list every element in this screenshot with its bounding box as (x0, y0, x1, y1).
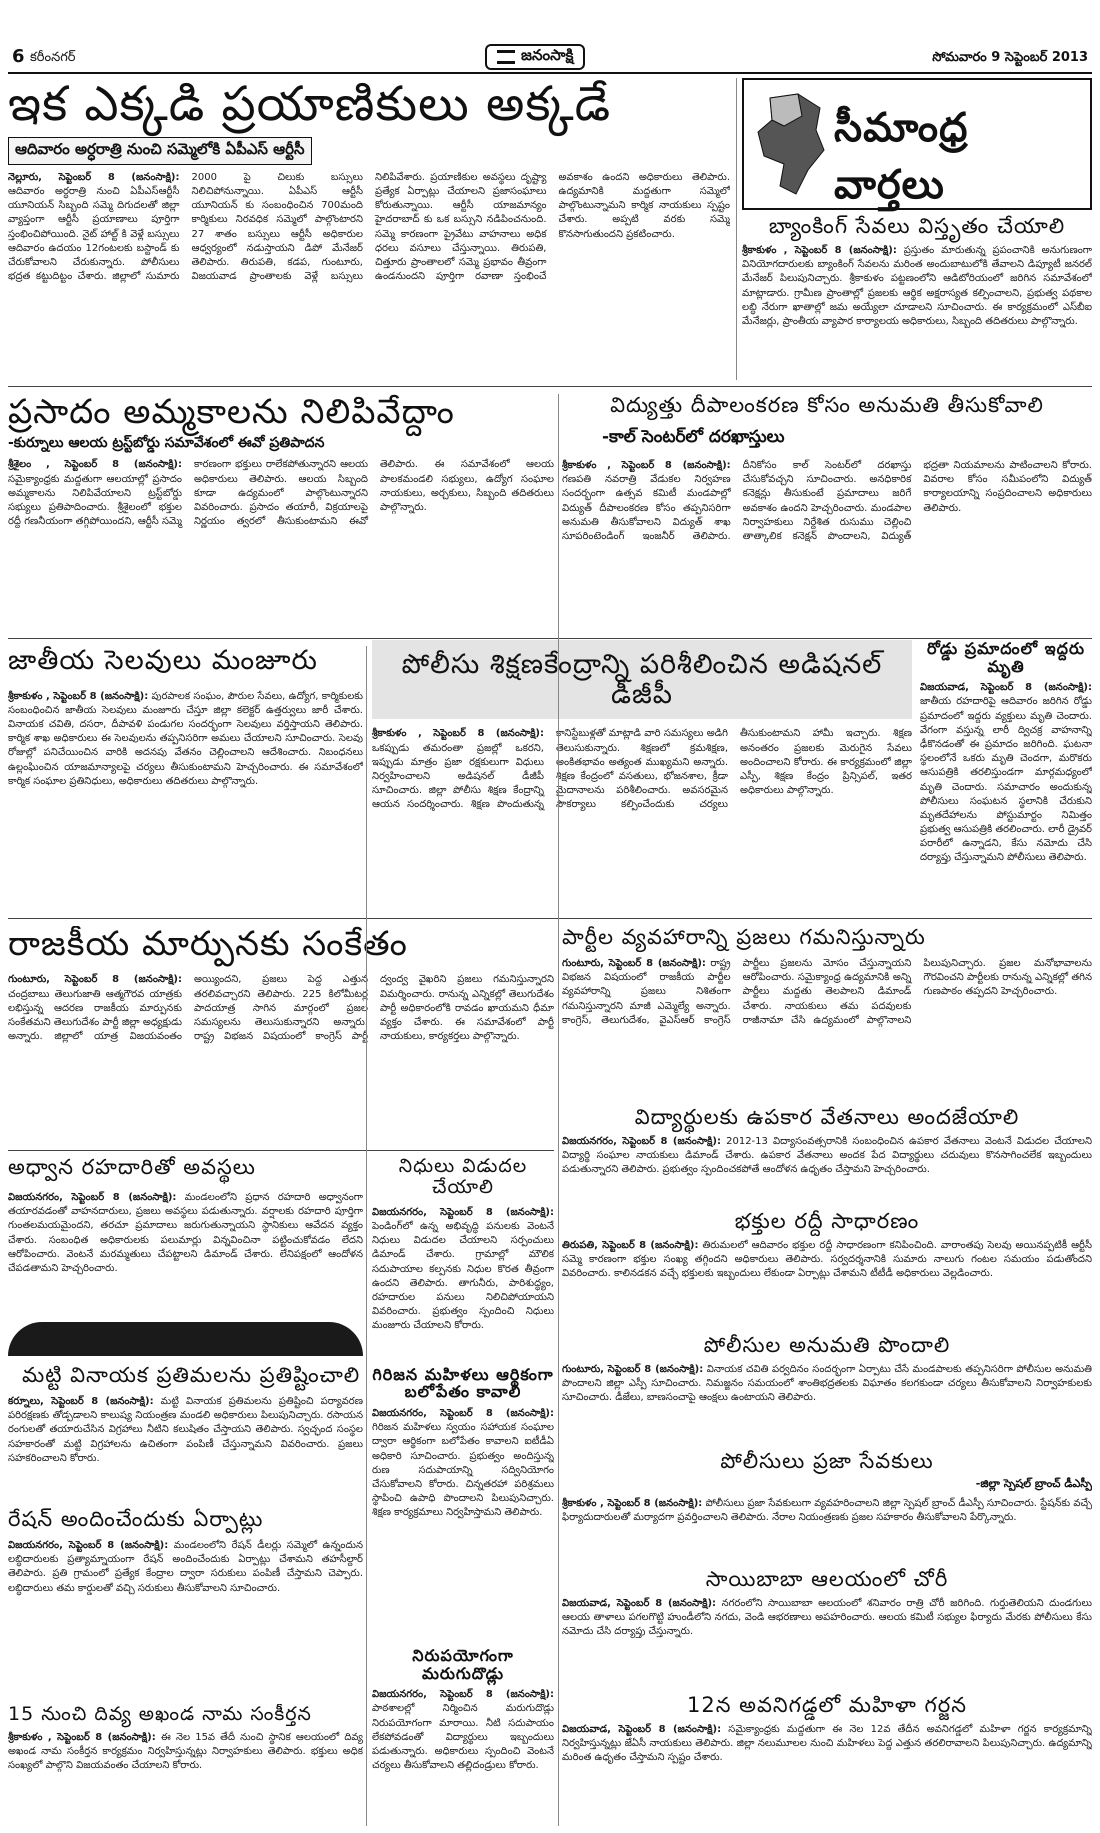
article-dateline: విజయనగరం, సెప్టెంబర్ 8 (జనంసాక్షి): (562, 1136, 721, 1148)
article-headline: భక్తుల రద్దీ సాధారణం (734, 1210, 920, 1233)
article-temple-theft (562, 1568, 1092, 1688)
article-text: రాష్ట్ర విభజన విషయంలో రాజకీయ పార్టీల వ్యవహారాన్ని ప్రజలు నిశితంగా గమనిస్తున్నారని మాజీ ఎమ్మెల్యే అన్నారు. కాంగ్రెస్, తెలుగుదేశం, వైఎస్‌ఆర్ కాంగ్రెస్ పార్టీలు ప్రజలను మోసం చేస్తున్నాయని ఆరోపించారు. సమైక్యాంధ్ర ఉద్యమానికి అన్ని పార్టీలు మద్దతు తెలపాలని డిమాండ్ చేశారు. నాయకులు తమ పదవులకు రాజీనామా చేసి ఉద్యమంలో పాల్గొనాలని పిలుపునిచ్చారు. ప్రజల మనోభావాలను గౌరవించని పార్టీలకు రానున్న ఎన్నికల్లో తగిన గుణపాఠం తప్పదని హెచ్చరించారు. (562, 958, 1092, 1026)
article-banking (742, 215, 1092, 380)
article-clay-ganesha (8, 1322, 363, 1502)
article-headline: 12న అవనిగడ్డలో మహిళా గర్జన (687, 1694, 967, 1717)
article-headline: పోలీసు శిక్షణకేంద్రాన్ని పరిశీలించిన అడిషనల్ డీజీపీ (401, 649, 883, 710)
article-dateline: శ్రీకాకుళం , సెప్టెంబర్ 8 (జనంసాక్షి): (8, 1731, 156, 1743)
state-map-icon (750, 90, 830, 200)
article-dateline: విజయవాడ, సెప్టెంబర్ 8 (జనంసాక్షి): (562, 1598, 717, 1610)
article-dateline: విజయవాడ, సెప్టెంబర్ 8 (జనంసాక్షి): (562, 1724, 722, 1736)
article-text: ప్రస్తుతం మారుతున్న ప్రపంచానికి అనుగుణంగా వినియోగదారులకు బ్యాంకింగ్ సేవలను మరింత అందుబాటులోకి తేవాలని డిప్యూటీ జనరల్ మేనేజర్ పిలుపునిచ్చారు. శ్రీకాకుళం పట్టణంలోని ఆడిటోరియంలో జరిగిన సమావేశంలో మాట్లాడారు. గ్రామీణ ప్రాంతాల్లో ప్రజలకు ఆర్థిక అక్షరాస్యత కల్పించాలని, ప్రభుత్వ పథకాల లబ్ధి నేరుగా ఖాతాల్లో జమ అయ్యేలా చూడాలని సూచించారు. ఈ కార్యక్రమంలో ఎస్‌బీఐ మేనేజర్లు, ప్రాంతీయ వ్యాపార కార్యాలయ అధికారులు, సిబ్బంది తదితరులు పాల్గొన్నారు. (742, 245, 1092, 328)
article-headline: అధ్వాన రహదారితో అవస్థలు (8, 1156, 256, 1179)
article-text: గణపతి నవరాత్రి వేడుకల నిర్వహణ సందర్భంగా ఉత్సవ కమిటీ మండపాల్లో విద్యుత్ దీపాలంకరణ కోసం తప్పనిసరిగా అనుమతి తీసుకోవాలని విద్యుత్ శాఖ సూపరింటెండింగ్ ఇంజనీర్ తెలిపారు. దీనికోసం కాల్ సెంటర్‌లో దరఖాస్తు చేసుకోవచ్చని సూచించారు. అనధికారిక కనెక్షన్లు తీసుకుంటే ప్రమాదాలు జరిగే అవకాశం ఉందని హెచ్చరించారు. మండపాల నిర్వాహకులు నిర్దేశిత రుసుము చెల్లించి తాత్కాలిక కనెక్షన్ పొందాలని, విద్యుత్ భద్రతా నియమాలను పాటించాలని కోరారు. వివరాల కోసం సమీపంలోని విద్యుత్ కార్యాలయాన్ని సంప్రదించాలని అధికారులు తెలిపారు. (562, 460, 1092, 543)
column-rule (366, 646, 367, 1826)
article-headline: విద్యుత్తు దీపాలంకరణ కోసం అనుమతి తీసుకోవాలి (610, 394, 1044, 417)
article-body (562, 1497, 1092, 1525)
article-subhead: -కుర్నూలు ఆలయ ట్రస్ట్‌బోర్డు సమావేశంలో ఈవో ప్రతిపాదన (8, 435, 325, 452)
article-text: మండలంలోని ప్రధాన రహదారి అధ్వానంగా తయారవడంతో వాహనదారులు, ప్రజలు అవస్థలు పడుతున్నారు. వర్షాలకు రహదారి పూర్తిగా గుంతలమయమైందని, తరచూ ప్రమాదాలు జరుగుతున్నాయని స్థానికులు ఆవేదన వ్యక్తం చేశారు. సంబంధిత అధికారులకు పలుమార్లు విన్నవించినా పట్టించుకోవడం లేదని ఆరోపించారు. వెంటనే మరమ్మతులు చేపట్టాలని డిమాండ్ చేశారు. లేనిపక్షంలో ఆందోళన చేపడతామని హెచ్చరించారు. (8, 1192, 363, 1275)
paper-logo (485, 44, 585, 70)
article-text: 2012-13 విద్యాసంవత్సరానికి సంబంధించిన ఉపకార వేతనాలు వెంటనే విడుదల చేయాలని విద్యార్థి సంఘాల నాయకులు డిమాండ్ చేశారు. ఉపకార వేతనాలు అందక పేద విద్యార్థులు చదువులు కొనసాగించలేక ఇబ్బందులు పడుతున్నారని తెలిపారు. ప్రభుత్వం స్పందించకపోతే ఆందోళన ఉధృతం చేస్తామని హెచ్చరించారు. (562, 1136, 1092, 1176)
article-dateline: విజయనగరం, సెప్టెంబర్ 8 (జనంసాక్షి): (8, 1192, 177, 1204)
article-text: జాతీయ రహదారిపై ఆదివారం జరిగిన రోడ్డు ప్రమాదంలో ఇద్దరు వ్యక్తులు మృతి చెందారు. వేగంగా వస్తున్న లారీ ద్విచక్ర వాహనాన్ని ఢీకొనడంతో ఈ ప్రమాదం జరిగింది. ఘటనా స్థలంలోనే ఒకరు మృతి చెందగా, మరొకరు ఆసుపత్రికి తరలిస్తుండగా మార్గమధ్యంలో మృతి చెందారు. సమాచారం అందుకున్న పోలీసులు సంఘటన స్థలానికి చేరుకుని మృతదేహాలను పోస్టుమార్టం నిమిత్తం ప్రభుత్వ ఆసుపత్రికి తరలించారు. లారీ డ్రైవర్ పరారీలో ఉన్నాడని, కేసు నమోదు చేసి దర్యాప్తు చేస్తున్నామని పోలీసులు తెలిపారు. (920, 696, 1092, 864)
article-subhead: -కాల్ సెంటర్‌లో దరఖాస్తులు (602, 427, 785, 448)
article-body (742, 244, 1092, 329)
article-dateline: శ్రీకాకుళం , సెప్టెంబర్ 8 (జనంసాక్షి): (8, 690, 149, 702)
article-dateline: విజయనగరం, సెప్టెంబర్ 8 (జనంసాక్షి): (372, 1407, 554, 1419)
article-bad-road (8, 1156, 363, 1316)
article-dateline: శ్రీశైలం , సెప్టెంబర్ 8 (జనంసాక్షి): (8, 459, 182, 471)
article-headline: రేషన్ అందించేందుకు ఏర్పాట్లు (8, 1508, 264, 1531)
article-women-rally (562, 1694, 1092, 1826)
article-text: పెండింగ్‌లో ఉన్న అభివృద్ధి పనులకు వెంటనే నిధులు విడుదల చేయాలని సర్పంచులు డిమాండ్ చేశారు. గ్రామాల్లో మౌలిక సదుపాయాల కల్పనకు నిధుల కొరత తీవ్రంగా ఉందని తెలిపారు. తాగునీరు, పారిశుద్ధ్యం, రహదారుల పనులు నిలిచిపోయాయని వివరించారు. ప్రభుత్వం స్పందించి నిధులు మంజూరు చేయాలని కోరారు. (372, 1220, 554, 1332)
article-text: గిరిజన మహిళలు స్వయం సహాయక సంఘాల ద్వారా ఆర్థికంగా బలోపేతం కావాలని ఐటీడీఏ అధికారి సూచించారు. ప్రభుత్వం అందిస్తున్న రుణ సదుపాయాన్ని సద్వినియోగం చేసుకోవాలని కోరారు. చిన్నతరహా పరిశ్రమలు స్థాపించి ఉపాధి పొందాలని పిలుపునిచ్చారు. శిక్షణ కార్యక్రమాలు నిర్వహిస్తామని తెలిపారు. (372, 1422, 554, 1519)
article-headline: రాజకీయ మార్పునకు సంకేతం (8, 926, 408, 964)
article-dateline: తిరుపతి, సెప్టెంబర్ 8 (జనంసాక్షి): (562, 1240, 699, 1252)
article-headline: గిరిజన మహిళలు ఆర్థికంగా బలోపేతం కావాలి (372, 1364, 554, 1402)
article-body (8, 973, 554, 1044)
article-dateline: గుంటూరు, సెప్టెంబర్ 8 (జనంసాక్షి): (8, 974, 182, 986)
article-body (562, 1597, 1092, 1640)
article-police-servants (562, 1450, 1092, 1562)
article-body (8, 1731, 363, 1774)
article-headline: నిధులు విడుదల చేయాలి (398, 1156, 528, 1198)
article-headline: పోలీసుల అనుమతి పొందాలి (703, 1334, 951, 1357)
article-text: చంద్రబాబు తెలుగుజాతి ఆత్మగౌరవ యాత్రకు లభిస్తున్న ఆదరణ రాజకీయ మార్పునకు సంకేతమని తెలుగుదేశం పార్టీ జిల్లా అధ్యక్షుడు అన్నారు. జిల్లాలో యాత్ర విజయవంతం అయ్యిందని, ప్రజలు పెద్ద ఎత్తున తరలివచ్చారని తెలిపారు. 225 కిలోమీటర్ల పాదయాత్ర సాగిన మార్గంలో ప్రజల సమస్యలను తెలుసుకున్నారని అన్నారు. రాష్ట్ర విభజన విషయంలో కాంగ్రెస్ పార్టీ ద్వంద్వ వైఖరిని ప్రజలు గమనిస్తున్నారని విమర్శించారు. రానున్న ఎన్నికల్లో తెలుగుదేశం పార్టీ అధికారంలోకి రావడం ఖాయమని ధీమా వ్యక్తం చేశారు. ఈ సమావేశంలో పార్టీ నాయకులు, కార్యకర్తలు పాల్గొన్నారు. (8, 974, 554, 1043)
article-headline: పార్టీల వ్యవహారాన్ని ప్రజలు గమనిస్తున్నారు (562, 926, 926, 949)
article-headline: ప్రసాదం అమ్మకాలను నిలిపివేద్దాం (8, 394, 455, 432)
article-text: వినాయక చవితి పర్వదినం సందర్భంగా ఏర్పాటు చేసే మండపాలకు తప్పనిసరిగా పోలీసుల అనుమతి పొందాలని జిల్లా ఎస్పీ సూచించారు. నిమజ్జనం సమయంలో శాంతిభద్రతలకు విఘాతం కలగకుండా చర్యలు తీసుకోవాలని నిర్వాహకులకు సూచించారు. డీజేలు, బాణసంచాపై ఆంక్షలు ఉంటాయని తెలిపారు. (562, 1364, 1092, 1404)
article-road-accident (920, 640, 1092, 912)
article-body (8, 171, 730, 285)
article-body (8, 690, 363, 789)
logo-mark-icon (497, 50, 515, 64)
article-body (8, 1191, 363, 1276)
section-rule (8, 918, 1092, 919)
masthead (0, 0, 1100, 72)
article-body (372, 1206, 554, 1356)
article-dateline: నెల్లూరు, సెప్టెంబర్ 8 (జనంసాక్షి): (8, 171, 180, 183)
article-text: సమైక్యాంధ్రకు మద్దతుగా ఆలయాల్లో ప్రసాదం అమ్మకాలను నిలిపివేయాలని ట్రస్ట్‌బోర్డు సభ్యులు ప్రతిపాదించారు. శ్రీశైలంలో భక్తుల రద్దీ గణనీయంగా తగ్గిపోయిందని, ఆర్టీసీ సమ్మె కారణంగా భక్తులు రాలేకపోతున్నారని ఆలయ అధికారులు తెలిపారు. ఆలయ సిబ్బంది కూడా ఉద్యమంలో పాల్గొంటున్నారని వివరించారు. ప్రసాదం తయారీ, విక్రయాలపై నిర్ణయం త్వరలో తీసుకుంటామని ఈవో తెలిపారు. ఈ సమావేశంలో ఆలయ పాలకమండలి సభ్యులు, ఉద్యోగ సంఘాల నాయకులు, అర్చకులు, సిబ్బంది తదితరులు పాల్గొన్నారు. (8, 459, 554, 528)
article-dateline: విజయవాడ, సెప్టెంబర్ 8 (జనంసాక్షి): (920, 682, 1092, 694)
section-rule (8, 386, 1092, 387)
article-dateline: శ్రీకాకుళం , సెప్టెంబర్ 8 (జనంసాక్షి): (742, 245, 897, 257)
section-rule (8, 1150, 554, 1151)
article-headline: రోడ్డు ప్రమాదంలో ఇద్దరు మృతి (927, 640, 1085, 676)
article-body (920, 681, 1092, 865)
article-dateline: విజయనగరం, సెప్టెంబర్ 8 (జనంసాక్షి): (372, 1206, 554, 1218)
article-text: తిరుమలలో ఆదివారం భక్తుల రద్దీ సాధారణంగా కనిపించింది. వారాంతపు సెలవు అయినప్పటికీ ఆర్టీసీ సమ్మె కారణంగా భక్తుల సంఖ్య తగ్గిందని అధికారులు తెలిపారు. సర్వదర్శనానికి సుమారు నాలుగు గంటల సమయం పడుతోందని వివరించారు. కాలినడకన వచ్చే భక్తులకు ఇబ్బందులు లేకుండా ఏర్పాట్లు చేశామని టీటీడీ అధికారులు వెల్లడించారు. (562, 1240, 1092, 1280)
article-body (372, 1407, 554, 1637)
article-electricity (562, 394, 1092, 634)
headline-tab (8, 1322, 363, 1356)
article-body (562, 1135, 1092, 1178)
article-headline: 15 నుంచి దివ్య అఖండ నామ సంకీర్తన (8, 1704, 312, 1725)
article-headline: నిరుపయోగంగా మరుగుదొడ్లు (412, 1645, 514, 1683)
article-scholarships (562, 1106, 1092, 1204)
column-rule (558, 394, 559, 1826)
article-text: ఈ నెల 15వ తేదీ నుంచి స్థానిక ఆలయంలో దివ్య అఖండ నామ సంకీర్తన కార్యక్రమం నిర్వహిస్తున్నట్లు నిర్వాహకులు తెలిపారు. భక్తులు అధిక సంఖ్యలో పాల్గొని విజయవంతం చేయాలని కోరారు. (8, 1731, 363, 1772)
article-dateline: శ్రీకాకుళం , సెప్టెంబర్ 8 (జనంసాక్షి): (372, 728, 544, 740)
article-lead (8, 78, 730, 378)
article-text: మట్టి వినాయక ప్రతిమలను ప్రతిష్టించి పర్యావరణ పరిరక్షణకు తోడ్పడాలని కాలుష్య నియంత్రణ మండలి అధికారులు పిలుపునిచ్చారు. రసాయన రంగులతో తయారుచేసిన విగ్రహాలు నీటిని కలుషితం చేస్తాయని తెలిపారు. స్వచ్ఛంద సంస్థల సహకారంతో మట్టి విగ్రహాలను ఉచితంగా పంపిణీ చేస్తున్నామని వివరించారు. ప్రజలు సహకరించాలని కోరారు. (8, 1396, 363, 1464)
article-text: పురపాలక సంఘం, పౌరుల సేవలు, ఉద్యోగ, కార్మికులకు సంబంధించిన జాతీయ సెలవులు మంజూరు చేస్తూ జిల్లా కలెక్టర్ ఉత్తర్వులు జారీ చేశారు. వినాయక చవితి, దసరా, దీపావళి పండుగల సందర్భంగా సెలవులు వర్తిస్తాయని తెలిపారు. కార్మిక శాఖ అధికారులు ఈ సెలవులను తప్పనిసరిగా అమలు చేయాలని సూచించారు. సెలవు రోజుల్లో పనిచేయించిన వారికి అదనపు వేతనం చెల్లించాలని ఆదేశించారు. నిబంధనలు ఉల్లంఘించిన యాజమాన్యాలపై చర్యలు తీసుకుంటామని హెచ్చరించారు. ఈ సమావేశంలో కార్మిక సంఘాల ప్రతినిధులు, అధికారులు తదితరులు పాల్గొన్నారు. (8, 690, 363, 787)
section-name: కరీంనగర్ (30, 50, 76, 65)
article-text: పాఠశాలల్లో నిర్మించిన మరుగుదొడ్లు నిరుపయోగంగా మారాయి. నీటి సదుపాయం లేకపోవడంతో విద్యార్థులు ఇబ్బందులు పడుతున్నారు. అధికారులు స్పందించి వెంటనే చర్యలు తీసుకోవాలని తల్లిదండ్రులు కోరారు. (372, 1703, 554, 1772)
article-text: మండలంలోని రేషన్ డీలర్లు సమ్మెలో ఉన్నందున లబ్ధిదారులకు ప్రత్యామ్నాయంగా రేషన్ అందించేందుకు ఏర్పాట్లు చేశామని తహసీల్దార్ తెలిపారు. ప్రతి గ్రామంలో ప్రత్యేక కేంద్రాల ద్వారా సరుకులు పంపిణీ చేస్తామని చెప్పారు. లబ్ధిదారులు తమ కార్డులతో వచ్చి సరుకులు తీసుకోవాలని సూచించారు. (8, 1540, 363, 1594)
section-rule (8, 638, 1092, 639)
article-headline: ఇక ఎక్కడి ప్రయాణికులు అక్కడే (8, 78, 612, 132)
article-text: ఒకప్పుడు తమరంతా ప్రజల్లో ఒకరని, ఇప్పుడు మాత్రం ప్రజా రక్షకులుగా విధులు నిర్వహించాలని అడిషనల్ డీజీపీ సూచించారు. జిల్లా పోలీసు శిక్షణ కేంద్రాన్ని ఆయన సందర్శించారు. శిక్షణ పొందుతున్న కానిస్టేబుళ్లతో మాట్లాడి వారి సమస్యలు అడిగి తెలుసుకున్నారు. శిక్షణలో క్రమశిక్షణ, అంకితభావం అత్యంత ముఖ్యమని అన్నారు. శిక్షణ కేంద్రంలో వసతులు, భోజనశాల, క్రీడా మైదానాలను పరిశీలించారు. అవసరమైన సౌకర్యాలు కల్పించేందుకు చర్యలు తీసుకుంటామని హామీ ఇచ్చారు. శిక్షణ అనంతరం ప్రజలకు మెరుగైన సేవలు అందించాలని కోరారు. ఈ కార్యక్రమంలో జిల్లా ఎస్పీ, శిక్షణ కేంద్రం ప్రిన్సిపల్, ఇతర అధికారులు పాల్గొన్నారు. (372, 728, 912, 811)
article-dateline: విజయనగరం, సెప్టెంబర్ 8 (జనంసాక్షి): (8, 1540, 169, 1552)
article-headline: సాయిబాబా ఆలయంలో చోరీ (705, 1568, 949, 1591)
article-dateline: విజయనగరం, సెప్టెంబర్ 8 (జనంసాక్షి): (372, 1689, 554, 1701)
article-ration (8, 1508, 363, 1698)
article-dateline: శ్రీకాకుళం , సెప్టెంబర్ 8 (జనంసాక్షి): (562, 1498, 703, 1510)
article-body (8, 1539, 363, 1596)
article-subhead: ఆదివారం అర్ధరాత్రి నుంచి సమ్మెలోకి ఏపీఎస్ ఆర్టీసీ (8, 137, 312, 165)
seemandhra-news-badge (742, 78, 1092, 210)
headline-banner (372, 640, 912, 719)
article-prasadam (8, 394, 554, 634)
issue-date: సోమవారం 9 సెప్టెంబర్ 2013 (932, 50, 1088, 65)
article-political-change (8, 926, 554, 1146)
article-text: నగరంలోని సాయిబాబా ఆలయంలో శనివారం రాత్రి చోరీ జరిగింది. గుర్తుతెలియని దుండగులు ఆలయ తాళాలు పగలగొట్టి హుండీలోని నగదు, వెండి ఆభరణాలు అపహరించారు. ఆలయ కమిటీ సభ్యుల ఫిర్యాదు మేరకు పోలీసులు కేసు నమోదు చేసి దర్యాప్తు చేస్తున్నారు. (562, 1598, 1092, 1638)
article-sankirtan (8, 1704, 363, 1826)
article-devotees (562, 1210, 1092, 1328)
article-text: ఆదివారం అర్ధరాత్రి నుంచి ఏపీఎస్‌ఆర్టీసీ యూనియన్ సిబ్బంది సమ్మె దిగుదలతో జిల్లా వ్యాప్తంగా ఆర్టీసీ ప్రయాణాలు పూర్తిగా స్తంభించిపోయింది. నైట్ హాల్ట్ కి వెళ్లే బస్సులు ఆదివారం ఉదయం 12గంటలకు బస్టాండ్ కు చేరుకోవాలని చేరుకున్నారు. పోలీసులు భద్రత కట్టుదిట్టం చేశారు. జిల్లాలో సుమారు 2000 పై చిలుకు బస్సులు నిలిచిపోనున్నాయి. ఏపీఎస్ ఆర్టీసీ యూనియన్ కు సంబంధించిన 700మంది కార్మికులు నిరవధిక సమ్మెలో పాల్గొంటారని 27 శాతం బస్సులు ఆర్టీసీ అధికారుల ఆధ్వర్యంలో నడుస్తాయని డిపో మేనేజర్ తెలిపారు. తిరుపతి, కడప, గుంటూరు, విజయవాడ ప్రాంతాలకు వెళ్లే బస్సులు నిలిపివేశారు. ప్రయాణికుల అవస్థలు దృష్ట్యా ప్రత్యేక ఏర్పాట్లు చేయాలని ప్రజాసంఘాలు కోరుతున్నాయి. ఆర్టీసీ యాజమాన్యం హైదరాబాద్ కు ఒక బస్సుని నడిపించనుంది. సమ్మె కారణంగా ప్రైవేటు వాహనాలు అధిక ధరలు వసూలు చేస్తున్నాయి. తిరుపతి, చిత్తూరు ప్రాంతాలలో సమ్మె ప్రభావం తీవ్రంగా ఉండనుందని పూర్తిగా రవాణా స్తంభించే అవకాశం ఉందని అధికారులు తెలిపారు. ఉద్యమానికి మద్దతుగా సమ్మెలో పాల్గొంటున్నామని కార్మిక నాయకులు స్పష్టం చేశారు. అప్పటి వరకు సమ్మె కొనసాగుతుందని ప్రకటించారు. (8, 171, 730, 283)
page-number: 6 (12, 46, 25, 67)
masthead-rule (8, 72, 1092, 74)
column-rule (736, 78, 737, 380)
article-body (372, 727, 912, 812)
article-headline: పోలీసులు ప్రజా సేవకులు (720, 1450, 934, 1473)
article-body (562, 957, 1092, 1028)
article-dateline: గుంటూరు, సెప్టెంబర్ 8 (జనంసాక్షి): (562, 1364, 704, 1376)
article-subhead: -జిల్లా స్పెషల్ బ్రాంచ్ డీఎస్పీ (975, 1477, 1092, 1491)
article-police-training (372, 640, 912, 912)
narrow-column (372, 1156, 554, 1826)
article-holidays (8, 646, 363, 911)
article-dateline: కర్నూలు, సెప్టెంబర్ 8 (జనంసాక్షి): (8, 1396, 154, 1408)
paper-name: జనంసాక్షి (521, 46, 574, 64)
article-police-permission (562, 1334, 1092, 1444)
article-body (562, 459, 1092, 544)
article-body (8, 458, 554, 529)
article-headline: బ్యాంకింగ్ సేవలు విస్తృతం చేయాలి (768, 215, 1066, 238)
article-body (562, 1239, 1092, 1282)
article-body (8, 1395, 363, 1466)
article-headline: విద్యార్థులకు ఉపకార వేతనాలు అందజేయాలి (634, 1106, 1020, 1129)
badge-title: సీమాంధ్ర వార్తలు (834, 104, 969, 208)
article-body (562, 1363, 1092, 1406)
article-dateline: శ్రీకాకుళం , సెప్టెంబర్ 8 (జనంసాక్షి): (562, 460, 731, 472)
article-headline: జాతీయ సెలవులు మంజూరు (8, 646, 318, 676)
article-dateline: గుంటూరు, సెప్టెంబర్ 8 (జనంసాక్షి): (562, 958, 706, 970)
article-body (562, 1723, 1092, 1766)
article-parties (562, 926, 1092, 1101)
article-text: పోలీసులు ప్రజా సేవకులుగా వ్యవహరించాలని జిల్లా స్పెషల్ బ్రాంచ్ డీఎస్పీ సూచించారు. స్టేషన్‌కు వచ్చే ఫిర్యాదుదారులతో మర్యాదగా ప్రవర్తించాలని తెలిపారు. నేరాల నియంత్రణకు ప్రజల సహకారం తీసుకోవాలని పేర్కొన్నారు. (562, 1498, 1092, 1524)
article-text: సమైక్యాంధ్రకు మద్దతుగా ఈ నెల 12వ తేదీన అవనిగడ్డలో మహిళా గర్జన కార్యక్రమాన్ని నిర్వహిస్తున్నట్లు జేఏసీ నాయకులు తెలిపారు. జిల్లా నలుమూలల నుంచి మహిళలు పెద్ద ఎత్తున తరలిరావాలని పిలుపునిచ్చారు. ఉద్యమాన్ని మరింత ఉధృతం చేస్తామని స్పష్టం చేశారు. (562, 1724, 1092, 1764)
article-headline: మట్టి వినాయక ప్రతిమలను ప్రతిష్టించాలి (22, 1363, 361, 1387)
article-body (372, 1688, 554, 1773)
